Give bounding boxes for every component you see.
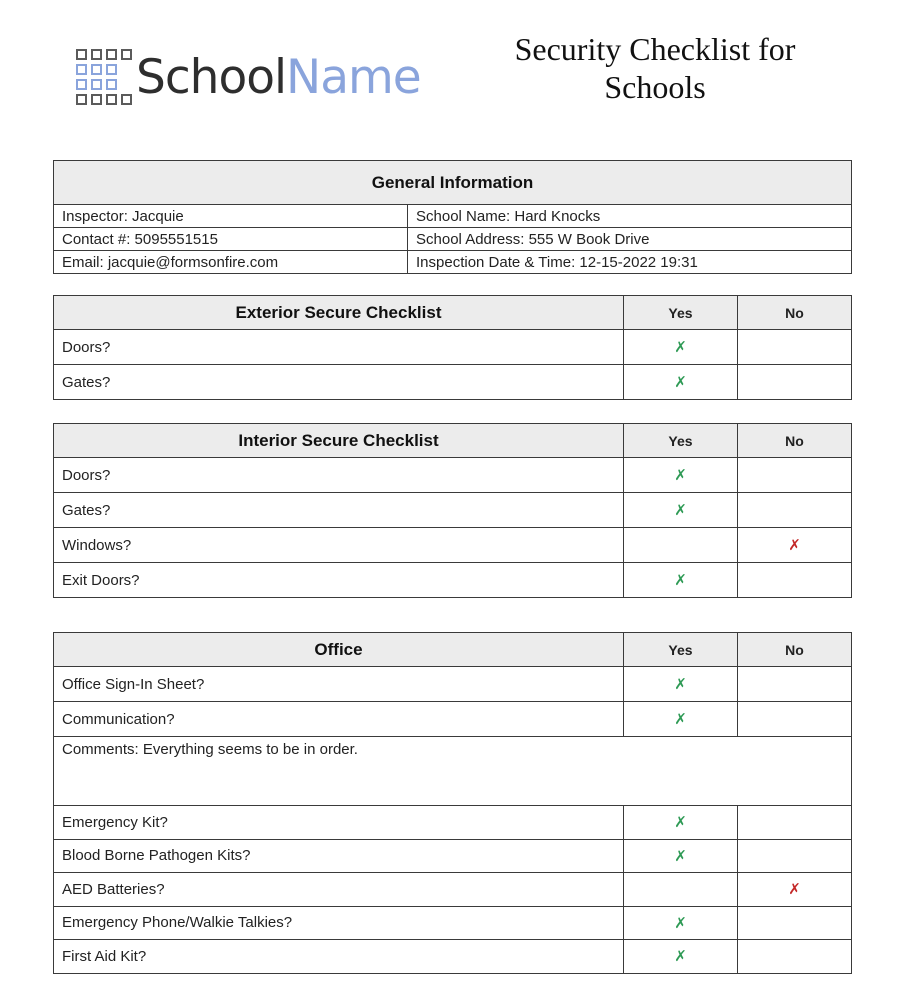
- checklist-item-label: First Aid Kit?: [54, 940, 624, 974]
- office-checklist-table: [53, 632, 852, 974]
- checklist-item-label: Doors?: [54, 458, 624, 493]
- yes-check-mark-icon: ✗: [674, 846, 687, 865]
- checklist-item-label: AED Batteries?: [54, 873, 624, 907]
- checklist-item-label: Windows?: [54, 528, 624, 563]
- no-cell: [738, 528, 852, 563]
- yes-cell: [624, 528, 738, 563]
- checklist-row-gates: [54, 493, 852, 528]
- office-checklist-heading: Office: [54, 633, 624, 667]
- inspection-datetime-field: Inspection Date & Time: 12-15-2022 19:31: [408, 251, 852, 274]
- checklist-row-doors: [54, 330, 852, 365]
- interior-checklist-heading: Interior Secure Checklist: [54, 424, 624, 458]
- yes-cell: [624, 873, 738, 907]
- yes-cell: [624, 806, 738, 840]
- checklist-row-emergency-kit: [54, 806, 852, 840]
- yes-column-header: Yes: [624, 633, 738, 667]
- checklist-row-gates: [54, 365, 852, 400]
- checklist-item-label: Emergency Kit?: [54, 806, 624, 840]
- checklist-row-doors: [54, 458, 852, 493]
- logo-wordmark: SchoolName: [136, 49, 421, 105]
- checklist-row-office-sign-in-sheet: [54, 667, 852, 702]
- yes-column-header: Yes: [624, 424, 738, 458]
- no-cell: [738, 873, 852, 907]
- no-cell: [738, 702, 852, 737]
- checklist-row-exit-doors: [54, 563, 852, 598]
- yes-check-mark-icon: ✗: [674, 913, 687, 932]
- checklist-item-label: Office Sign-In Sheet?: [54, 667, 624, 702]
- yes-cell: [624, 330, 738, 365]
- logo-grid-icon: [76, 49, 132, 105]
- no-cell: [738, 667, 852, 702]
- school-name-field: School Name: Hard Knocks: [408, 205, 852, 228]
- checklist-item-label: Emergency Phone/Walkie Talkies?: [54, 906, 624, 940]
- yes-cell: [624, 365, 738, 400]
- no-cell: [738, 365, 852, 400]
- checklist-item-label: Doors?: [54, 330, 624, 365]
- checklist-row-aed-batteries: [54, 873, 852, 907]
- yes-check-mark-icon: ✗: [674, 338, 687, 356]
- checklist-item-label: Blood Borne Pathogen Kits?: [54, 839, 624, 873]
- title-line-1: Security Checklist for: [514, 31, 796, 67]
- yes-check-mark-icon: ✗: [674, 373, 687, 391]
- general-information-heading: General Information: [54, 161, 852, 205]
- no-cell: [738, 493, 852, 528]
- yes-cell: [624, 906, 738, 940]
- checklist-row-blood-borne-pathogen-kits: [54, 839, 852, 873]
- interior-checklist-table: [53, 423, 852, 598]
- no-cell: [738, 330, 852, 365]
- yes-cell: [624, 493, 738, 528]
- yes-cell: [624, 702, 738, 737]
- exterior-checklist-table: [53, 295, 852, 400]
- yes-check-mark-icon: ✗: [674, 947, 687, 966]
- yes-cell: [624, 563, 738, 598]
- exterior-checklist-heading: Exterior Secure Checklist: [54, 296, 624, 330]
- yes-cell: [624, 839, 738, 873]
- checklist-row-communication: [54, 702, 852, 737]
- yes-check-mark-icon: ✗: [674, 675, 687, 693]
- office-comments: Comments: Everything seems to be in order.: [54, 737, 852, 806]
- checklist-row-first-aid-kit: [54, 940, 852, 974]
- school-address-field: School Address: 555 W Book Drive: [408, 228, 852, 251]
- yes-cell: [624, 667, 738, 702]
- no-cell: [738, 563, 852, 598]
- checklist-item-label: Gates?: [54, 365, 624, 400]
- email-field: Email: jacquie@formsonfire.com: [54, 251, 408, 274]
- yes-check-mark-icon: ✗: [674, 710, 687, 728]
- yes-cell: [624, 458, 738, 493]
- no-column-header: No: [738, 633, 852, 667]
- yes-check-mark-icon: ✗: [674, 571, 687, 589]
- title-line-2: Schools: [604, 69, 706, 105]
- yes-check-mark-icon: ✗: [674, 466, 687, 484]
- checklist-item-label: Gates?: [54, 493, 624, 528]
- general-information-table: [53, 160, 852, 274]
- checklist-row-emergency-phone-walkie-talkies: [54, 906, 852, 940]
- yes-cell: [624, 940, 738, 974]
- checklist-item-label: Communication?: [54, 702, 624, 737]
- inspector-field: Inspector: Jacquie: [54, 205, 408, 228]
- checklist-row-windows: [54, 528, 852, 563]
- document-title: [490, 30, 820, 106]
- yes-check-mark-icon: ✗: [674, 501, 687, 519]
- checklist-item-label: Exit Doors?: [54, 563, 624, 598]
- yes-column-header: Yes: [624, 296, 738, 330]
- no-cell: [738, 806, 852, 840]
- no-column-header: No: [738, 424, 852, 458]
- no-cross-mark-icon: ✗: [788, 880, 801, 899]
- no-cell: [738, 940, 852, 974]
- no-column-header: No: [738, 296, 852, 330]
- contact-field: Contact #: 5095551515: [54, 228, 408, 251]
- no-cell: [738, 458, 852, 493]
- no-cell: [738, 906, 852, 940]
- yes-check-mark-icon: ✗: [674, 813, 687, 832]
- school-logo: [76, 47, 421, 107]
- no-cross-mark-icon: ✗: [788, 536, 801, 554]
- no-cell: [738, 839, 852, 873]
